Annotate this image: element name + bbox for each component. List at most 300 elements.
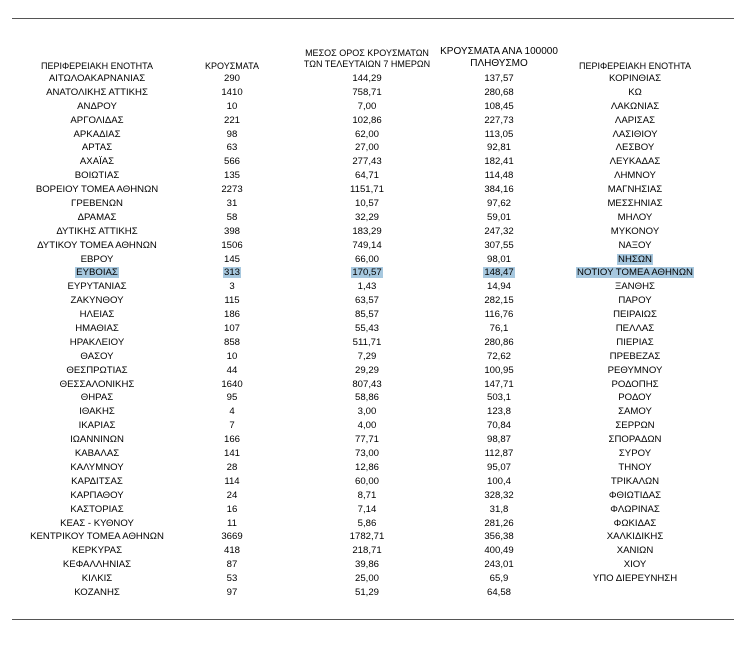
cell-region-right	[565, 169, 705, 183]
cell-per-100k	[440, 544, 558, 558]
cell-cases-text: 858	[223, 336, 240, 348]
cell-region-right-text: ΜΑΓΝΗΣΙΑΣ	[607, 184, 663, 196]
cell-avg-7-days	[300, 294, 434, 308]
cell-avg-7-days	[300, 433, 434, 447]
cell-region-right	[565, 572, 705, 586]
table-row	[0, 294, 736, 308]
cell-per-100k	[440, 225, 558, 239]
cell-avg-7-days-text: 4,00	[357, 420, 377, 432]
cell-avg-7-days	[300, 517, 434, 531]
cell-per-100k	[440, 503, 558, 517]
cell-per-100k	[440, 558, 558, 572]
cell-per-100k	[440, 169, 558, 183]
cell-per-100k	[440, 100, 558, 114]
cell-per-100k-text: 116,76	[484, 309, 514, 321]
cell-region-text: ΒΟΙΩΤΙΑΣ	[74, 170, 120, 182]
cell-region-right	[565, 155, 705, 169]
cell-avg-7-days	[300, 419, 434, 433]
cell-region-right	[565, 100, 705, 114]
cell-region-right-text: ΣΕΡΡΩΝ	[615, 420, 655, 432]
cell-avg-7-days	[300, 114, 434, 128]
cell-region-text: ΒΟΡΕΙΟΥ ΤΟΜΕΑ ΑΘΗΝΩΝ	[35, 184, 159, 196]
cell-region-right	[565, 128, 705, 142]
cell-region-text: ΚΕΡΚΥΡΑΣ	[71, 545, 122, 557]
cell-region-right-text: ΥΠΟ ΔΙΕΡΕΥΝΗΣΗ	[592, 573, 678, 585]
cell-avg-7-days	[300, 308, 434, 322]
cell-region-text: ΕΒΡΟΥ	[80, 253, 114, 265]
table-row	[0, 114, 736, 128]
cell-cases-text: 114	[224, 475, 240, 487]
cell-avg-7-days-text: 77,71	[354, 434, 379, 446]
cell-region	[12, 322, 182, 336]
cell-cases-text: 53	[226, 573, 238, 585]
cell-cases-text: 16	[226, 503, 238, 515]
cell-cases-text: 98	[226, 128, 238, 140]
cell-region-right-text: ΛΑΡΙΣΑΣ	[614, 114, 656, 126]
cell-per-100k	[440, 350, 558, 364]
cell-per-100k	[440, 155, 558, 169]
cell-region	[12, 433, 182, 447]
cell-avg-7-days	[300, 530, 434, 544]
cell-region-right	[565, 461, 705, 475]
cell-per-100k-text: 14,94	[486, 281, 511, 293]
cell-avg-7-days-text: 66,00	[354, 253, 379, 265]
cell-cases-text: 166	[223, 434, 240, 446]
cell-avg-7-days	[300, 72, 434, 86]
cell-region-text: ΑΧΑΪΑΣ	[79, 156, 115, 168]
table-row	[0, 350, 736, 364]
cell-per-100k-text: 282,15	[484, 295, 514, 307]
cell-avg-7-days	[300, 169, 434, 183]
cell-region-right	[565, 391, 705, 405]
cell-per-100k-text: 65,9	[489, 573, 509, 585]
table-row	[0, 197, 736, 211]
header-avg-line1: ΜΕΣΟΣ ΟΡΟΣ ΚΡΟΥΣΜΑΤΩΝ	[305, 48, 429, 58]
cell-cases-text: 1640	[221, 378, 243, 390]
cell-per-100k-text: 307,55	[484, 239, 514, 251]
cell-cases	[200, 461, 264, 475]
cell-region	[12, 239, 182, 253]
cell-region-text: ΑΡΓΟΛΙΔΑΣ	[70, 114, 124, 126]
cell-avg-7-days-text: 5,86	[357, 517, 377, 529]
cell-region-text: ΚΕΦΑΛΛΗΝΙΑΣ	[62, 559, 132, 571]
cell-region-text: ΔΥΤΙΚΗΣ ΑΤΤΙΚΗΣ	[56, 225, 138, 237]
cell-region-text: ΕΥΡΥΤΑΝΙΑΣ	[67, 281, 127, 293]
cell-avg-7-days	[300, 266, 434, 280]
cell-region-right-text: ΝΟΤΙΟΥ ΤΟΜΕΑ ΑΘΗΝΩΝ	[577, 267, 693, 279]
cell-avg-7-days-text: 102,86	[352, 114, 382, 126]
cell-region	[12, 572, 182, 586]
cell-cases-text: 135	[223, 170, 240, 182]
cell-cases	[200, 391, 264, 405]
cell-region-right-text: ΞΑΝΘΗΣ	[615, 281, 655, 293]
cell-region-right-text: ΜΗΛΟΥ	[617, 211, 653, 223]
cell-region	[12, 391, 182, 405]
cases-table-body	[0, 72, 736, 600]
table-row	[0, 253, 736, 267]
cell-per-100k	[440, 586, 558, 600]
cell-region	[12, 530, 182, 544]
cell-avg-7-days-text: 85,57	[354, 309, 379, 321]
cell-region-right	[565, 86, 705, 100]
cell-per-100k	[440, 475, 558, 489]
cell-avg-7-days	[300, 586, 434, 600]
cell-per-100k	[440, 447, 558, 461]
table-row	[0, 364, 736, 378]
cell-cases	[200, 489, 264, 503]
cell-avg-7-days-text: 218,71	[352, 545, 382, 557]
cell-avg-7-days-text: 758,71	[352, 86, 382, 98]
cell-cases	[200, 572, 264, 586]
cell-per-100k-text: 113,05	[484, 128, 514, 140]
cell-cases	[200, 544, 264, 558]
cell-avg-7-days-text: 277,43	[352, 156, 382, 168]
cell-region-right	[565, 308, 705, 322]
cell-per-100k	[440, 266, 558, 280]
cell-region-right-text: ΣΑΜΟΥ	[618, 406, 652, 418]
cell-cases	[200, 558, 264, 572]
cell-region-right	[565, 405, 705, 419]
table-row	[0, 322, 736, 336]
cell-cases	[200, 419, 264, 433]
cell-region-right-text: ΦΘΙΩΤΙΔΑΣ	[608, 489, 662, 501]
cell-region-right-text: ΤΡΙΚΑΛΩΝ	[610, 475, 660, 487]
cell-cases	[200, 433, 264, 447]
cell-per-100k	[440, 294, 558, 308]
cell-region-right	[565, 530, 705, 544]
table-row	[0, 155, 736, 169]
cell-region-right-text: ΛΗΜΝΟΥ	[614, 170, 656, 182]
cell-region-right	[565, 183, 705, 197]
cell-region-right	[565, 197, 705, 211]
cell-per-100k	[440, 489, 558, 503]
header-avg-line2: ΤΩΝ ΤΕΛΕΥΤΑΙΩΝ 7 ΗΜΕΡΩΝ	[303, 59, 431, 69]
cell-per-100k	[440, 211, 558, 225]
cell-region	[12, 294, 182, 308]
cell-cases-text: 107	[223, 323, 240, 335]
cell-per-100k-text: 227,73	[484, 114, 514, 126]
cell-avg-7-days	[300, 141, 434, 155]
cell-region-right	[565, 225, 705, 239]
table-row	[0, 266, 736, 280]
cell-cases-text: 87	[226, 559, 238, 571]
cell-region-text: ΘΕΣΠΡΩΤΙΑΣ	[66, 364, 128, 376]
table-row	[0, 239, 736, 253]
cell-per-100k	[440, 280, 558, 294]
header-per-100k	[440, 46, 558, 70]
cell-cases	[200, 197, 264, 211]
cell-cases-text: 313	[223, 267, 240, 279]
table-row	[0, 544, 736, 558]
cell-region-right-text: ΠΕΛΛΑΣ	[615, 323, 655, 335]
cell-per-100k	[440, 86, 558, 100]
cell-avg-7-days-text: 62,00	[354, 128, 379, 140]
cell-cases	[200, 322, 264, 336]
cell-per-100k-text: 243,01	[484, 559, 514, 571]
cell-avg-7-days-text: 807,43	[352, 378, 382, 390]
table-row	[0, 461, 736, 475]
cell-avg-7-days-text: 12,86	[354, 461, 379, 473]
top-rule	[12, 18, 734, 19]
cell-avg-7-days-text: 1,43	[357, 281, 377, 293]
cell-region	[12, 489, 182, 503]
cell-per-100k	[440, 308, 558, 322]
cell-region-right-text: ΝΗΣΩΝ	[618, 253, 652, 265]
cell-region-right	[565, 72, 705, 86]
cell-cases	[200, 253, 264, 267]
cell-cases	[200, 266, 264, 280]
cell-cases-text: 398	[223, 225, 240, 237]
cell-avg-7-days	[300, 572, 434, 586]
cell-region-right	[565, 322, 705, 336]
cell-avg-7-days-text: 1782,71	[349, 531, 385, 543]
cell-avg-7-days-text: 55,43	[354, 323, 379, 335]
cell-region-right	[565, 447, 705, 461]
cell-per-100k	[440, 530, 558, 544]
cell-region-right-text: ΧΑΝΙΩΝ	[616, 545, 654, 557]
cell-region-text: ΖΑΚΥΝΘΟΥ	[70, 295, 124, 307]
cell-per-100k-text: 95,07	[486, 461, 511, 473]
cell-region-right	[565, 489, 705, 503]
cell-region	[12, 253, 182, 267]
cell-region-right-text: ΛΑΣΙΘΙΟΥ	[612, 128, 658, 140]
table-row	[0, 572, 736, 586]
cell-cases-text: 7	[229, 420, 235, 432]
cell-region-right-text: ΡΟΔΟΥ	[618, 392, 652, 404]
table-row	[0, 378, 736, 392]
cell-cases-text: 1506	[221, 239, 243, 251]
cell-per-100k-text: 59,01	[486, 211, 511, 223]
cell-avg-7-days	[300, 239, 434, 253]
cell-cases-text: 10	[226, 100, 238, 112]
cell-cases-text: 24	[226, 489, 238, 501]
cell-cases-text: 95	[226, 392, 238, 404]
cell-cases-text: 1410	[221, 86, 243, 98]
cell-cases-text: 28	[226, 461, 238, 473]
cell-avg-7-days	[300, 447, 434, 461]
cell-per-100k-text: 97,62	[486, 198, 511, 210]
cell-avg-7-days-text: 511,71	[352, 336, 382, 348]
cell-per-100k-text: 100,4	[486, 475, 511, 487]
cell-region	[12, 378, 182, 392]
cell-avg-7-days	[300, 225, 434, 239]
cell-avg-7-days	[300, 128, 434, 142]
cell-region-right	[565, 558, 705, 572]
cell-avg-7-days	[300, 211, 434, 225]
cell-per-100k-text: 123,8	[486, 406, 511, 418]
cell-per-100k-text: 98,01	[486, 253, 511, 265]
cell-region-right	[565, 280, 705, 294]
table-row	[0, 503, 736, 517]
cell-region-right	[565, 475, 705, 489]
cell-per-100k-text: 100,95	[484, 364, 514, 376]
cell-avg-7-days-text: 63,57	[354, 295, 379, 307]
cell-avg-7-days	[300, 280, 434, 294]
cell-region-right-text: ΜΥΚΟΝΟΥ	[610, 225, 660, 237]
cell-region	[12, 266, 182, 280]
cell-region-text: ΚΑΒΑΛΑΣ	[74, 448, 120, 460]
table-row	[0, 308, 736, 322]
table-row	[0, 72, 736, 86]
cell-region-text: ΕΥΒΟΙΑΣ	[76, 267, 118, 279]
cell-cases	[200, 183, 264, 197]
cell-avg-7-days-text: 170,57	[352, 267, 382, 279]
cell-per-100k	[440, 322, 558, 336]
cell-per-100k	[440, 128, 558, 142]
cell-region-right	[565, 350, 705, 364]
table-row	[0, 475, 736, 489]
cell-region	[12, 280, 182, 294]
cell-region	[12, 503, 182, 517]
table-row	[0, 517, 736, 531]
table-row	[0, 433, 736, 447]
cell-avg-7-days	[300, 558, 434, 572]
cell-avg-7-days-text: 64,71	[354, 170, 379, 182]
cell-per-100k-text: 31,8	[489, 503, 509, 515]
cell-region-right-text: ΠΕΙΡΑΙΩΣ	[613, 309, 657, 321]
cell-region	[12, 517, 182, 531]
cell-cases-text: 290	[223, 73, 240, 84]
cell-avg-7-days	[300, 405, 434, 419]
cell-cases-text: 97	[226, 586, 238, 598]
cell-per-100k-text: 356,38	[484, 531, 514, 543]
cell-avg-7-days-text: 27,00	[354, 142, 379, 154]
cell-cases	[200, 114, 264, 128]
cell-per-100k	[440, 239, 558, 253]
cell-region-right-text: ΠΡΕΒΕΖΑΣ	[609, 350, 661, 362]
cell-region-right-text: ΛΑΚΩΝΙΑΣ	[610, 100, 660, 112]
cell-region	[12, 447, 182, 461]
cell-region-right	[565, 239, 705, 253]
cell-avg-7-days-text: 144,29	[352, 73, 382, 84]
cell-cases-text: 115	[224, 295, 240, 307]
cell-region	[12, 169, 182, 183]
cell-avg-7-days-text: 58,86	[354, 392, 379, 404]
cell-region-text: ΔΥΤΙΚΟΥ ΤΟΜΕΑ ΑΘΗΝΩΝ	[37, 239, 157, 251]
cell-per-100k	[440, 183, 558, 197]
cell-per-100k-text: 182,41	[484, 156, 514, 168]
cell-per-100k	[440, 378, 558, 392]
cell-region-right	[565, 141, 705, 155]
cell-region	[12, 141, 182, 155]
cell-cases	[200, 447, 264, 461]
cell-region	[12, 114, 182, 128]
cell-region-text: ΚΙΛΚΙΣ	[81, 573, 113, 585]
cell-per-100k-text: 328,32	[484, 489, 514, 501]
cell-region-right-text: ΦΛΩΡΙΝΑΣ	[610, 503, 660, 515]
cell-per-100k-text: 281,26	[484, 517, 514, 529]
cell-region	[12, 461, 182, 475]
cell-avg-7-days-text: 29,29	[354, 364, 379, 376]
cell-region-text: ΑΙΤΩΛΟΑΚΑΡΝΑΝΙΑΣ	[48, 73, 146, 84]
cell-cases-text: 4	[229, 406, 235, 418]
cell-cases	[200, 378, 264, 392]
cell-region-right	[565, 433, 705, 447]
cell-cases-text: 221	[223, 114, 240, 126]
table-row	[0, 405, 736, 419]
table-row	[0, 558, 736, 572]
cell-avg-7-days	[300, 350, 434, 364]
cell-region-right	[565, 294, 705, 308]
cell-region-right-text: ΜΕΣΣΗΝΙΑΣ	[607, 198, 663, 210]
cell-avg-7-days-text: 39,86	[354, 559, 379, 571]
cell-region-right-text: ΣΥΡΟΥ	[618, 448, 652, 460]
table-row	[0, 447, 736, 461]
header-per100k-line1: ΚΡΟΥΣΜΑΤΑ ΑΝΑ 100000	[440, 46, 558, 57]
cell-cases-text: 2273	[221, 184, 243, 196]
cell-avg-7-days-text: 749,14	[352, 239, 382, 251]
cell-region-text: ΚΑΡΔΙΤΣΑΣ	[71, 475, 123, 487]
cell-cases	[200, 586, 264, 600]
header-cases: ΚΡΟΥΣΜΑΤΑ	[205, 61, 259, 71]
cell-per-100k	[440, 461, 558, 475]
cell-region-right-text: ΤΗΝΟΥ	[618, 461, 652, 473]
table-row	[0, 419, 736, 433]
cell-region-right	[565, 114, 705, 128]
cell-region	[12, 211, 182, 225]
cell-region-text: ΗΡΑΚΛΕΙΟΥ	[69, 336, 125, 348]
cell-avg-7-days-text: 7,29	[357, 350, 377, 362]
cell-region-text: ΚΕΝΤΡΙΚΟΥ ΤΟΜΕΑ ΑΘΗΝΩΝ	[30, 531, 164, 543]
table-row	[0, 586, 736, 600]
cell-region-right-text: ΠΑΡΟΥ	[618, 295, 652, 307]
cell-region	[12, 197, 182, 211]
cell-per-100k	[440, 114, 558, 128]
cell-region-right-text: ΡΟΔΟΠΗΣ	[611, 378, 659, 390]
cell-avg-7-days	[300, 100, 434, 114]
header-avg-7-days	[300, 48, 434, 70]
cell-per-100k-text: 64,58	[486, 586, 511, 598]
cell-per-100k	[440, 253, 558, 267]
cell-cases	[200, 72, 264, 86]
cell-cases	[200, 364, 264, 378]
cell-cases-text: 3	[229, 281, 235, 293]
cell-cases	[200, 239, 264, 253]
cell-per-100k	[440, 517, 558, 531]
table-row	[0, 183, 736, 197]
cell-per-100k	[440, 141, 558, 155]
cell-cases	[200, 517, 264, 531]
cell-cases	[200, 308, 264, 322]
cell-cases-text: 3669	[221, 531, 243, 543]
cell-per-100k-text: 112,87	[484, 448, 514, 460]
cell-region-right-text: ΠΙΕΡΙΑΣ	[616, 336, 654, 348]
table-row	[0, 225, 736, 239]
cell-region	[12, 336, 182, 350]
cell-cases	[200, 155, 264, 169]
cell-region	[12, 86, 182, 100]
cell-avg-7-days-text: 25,00	[354, 573, 379, 585]
cell-avg-7-days-text: 7,14	[357, 503, 377, 515]
cell-cases	[200, 169, 264, 183]
cell-region	[12, 308, 182, 322]
cell-cases	[200, 128, 264, 142]
cell-region-text: ΚΑΡΠΑΘΟΥ	[70, 489, 124, 501]
table-row	[0, 128, 736, 142]
cell-avg-7-days	[300, 197, 434, 211]
cell-cases-text: 141	[223, 448, 240, 460]
cell-avg-7-days	[300, 336, 434, 350]
cell-per-100k-text: 384,16	[484, 184, 514, 196]
cell-per-100k	[440, 391, 558, 405]
cell-cases	[200, 211, 264, 225]
cell-per-100k	[440, 197, 558, 211]
cell-per-100k-text: 76,1	[489, 323, 509, 335]
cell-region-right-text: ΛΕΥΚΑΔΑΣ	[609, 156, 661, 168]
cell-avg-7-days	[300, 378, 434, 392]
cell-per-100k-text: 148,47	[484, 267, 514, 279]
cell-region-text: ΚΕΑΣ - ΚΥΘΝΟΥ	[60, 517, 134, 529]
